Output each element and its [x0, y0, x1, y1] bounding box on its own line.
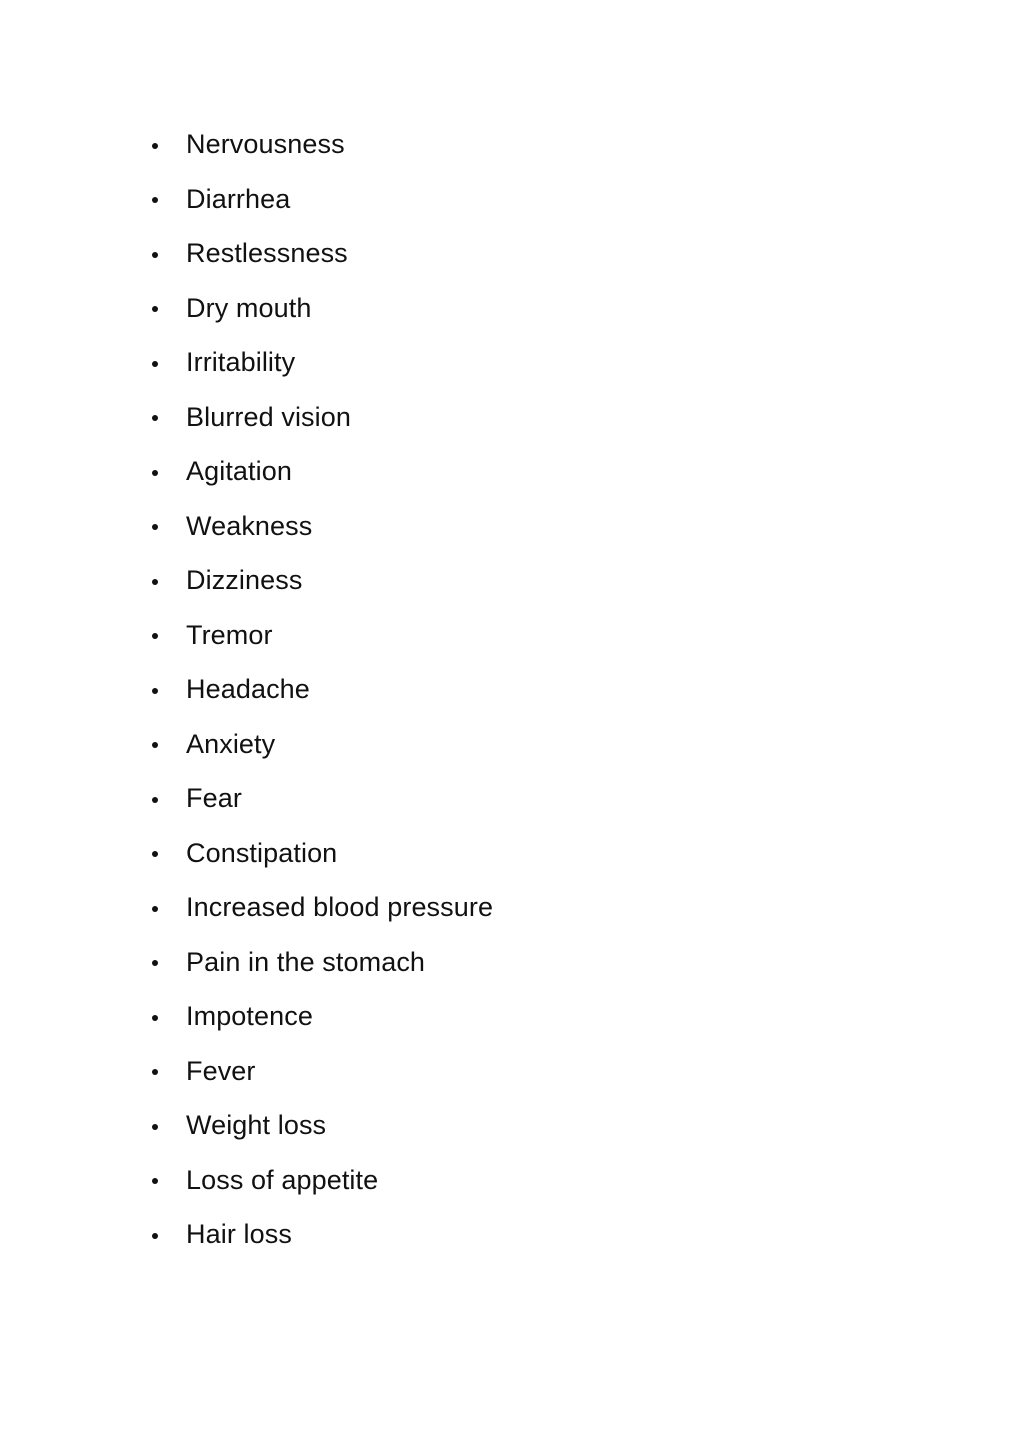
bullet-icon [152, 742, 158, 748]
bullet-icon [152, 633, 158, 639]
symptom-text: Dizziness [186, 565, 303, 596]
bullet-icon [152, 524, 158, 530]
bullet-icon [152, 1178, 158, 1184]
symptom-text: Hair loss [186, 1219, 292, 1250]
symptom-text: Weakness [186, 510, 313, 541]
symptom-text: Weight loss [186, 1110, 327, 1141]
bullet-icon [152, 361, 158, 367]
list-item [152, 771, 852, 826]
symptom-text: Anxiety [186, 728, 276, 759]
symptom-list [152, 117, 852, 1262]
list-item [152, 226, 852, 281]
bullet-icon [152, 306, 158, 312]
symptom-text: Impotence [186, 1001, 313, 1032]
list-item [152, 335, 852, 390]
list-item [152, 117, 852, 172]
bullet-icon [152, 1015, 158, 1021]
bullet-icon [152, 415, 158, 421]
symptom-text: Fever [186, 1055, 256, 1086]
bullet-icon [152, 470, 158, 476]
symptom-text: Diarrhea [186, 183, 291, 214]
symptom-text: Nervousness [186, 129, 345, 160]
bullet-icon [152, 579, 158, 585]
list-item [152, 172, 852, 227]
bullet-icon [152, 797, 158, 803]
bullet-icon [152, 1124, 158, 1130]
bullet-icon [152, 960, 158, 966]
list-item [152, 826, 852, 881]
bullet-icon [152, 1069, 158, 1075]
list-item [152, 1207, 852, 1262]
list-item [152, 444, 852, 499]
list-item [152, 553, 852, 608]
symptom-text: Dry mouth [186, 292, 312, 323]
symptom-text: Agitation [186, 456, 292, 487]
symptom-text: Headache [186, 674, 310, 705]
list-item [152, 717, 852, 772]
symptom-text: Loss of appetite [186, 1164, 379, 1195]
symptom-text: Blurred vision [186, 401, 351, 432]
list-item [152, 989, 852, 1044]
list-item [152, 608, 852, 663]
list-item [152, 281, 852, 336]
symptom-text: Tremor [186, 619, 273, 650]
symptom-text: Irritability [186, 347, 296, 378]
bullet-icon [152, 688, 158, 694]
symptom-text: Pain in the stomach [186, 946, 426, 977]
bullet-icon [152, 143, 158, 149]
bullet-icon [152, 906, 158, 912]
bullet-icon [152, 197, 158, 203]
symptom-text: Increased blood pressure [186, 892, 494, 923]
list-item [152, 390, 852, 445]
symptom-text: Restlessness [186, 238, 348, 269]
symptom-text: Constipation [186, 837, 338, 868]
list-item [152, 1098, 852, 1153]
bullet-icon [152, 851, 158, 857]
list-item [152, 662, 852, 717]
bullet-icon [152, 1233, 158, 1239]
list-item [152, 880, 852, 935]
list-item [152, 1044, 852, 1099]
list-item [152, 1153, 852, 1208]
list-item [152, 935, 852, 990]
list-item [152, 499, 852, 554]
symptom-text: Fear [186, 783, 242, 814]
bullet-icon [152, 252, 158, 258]
